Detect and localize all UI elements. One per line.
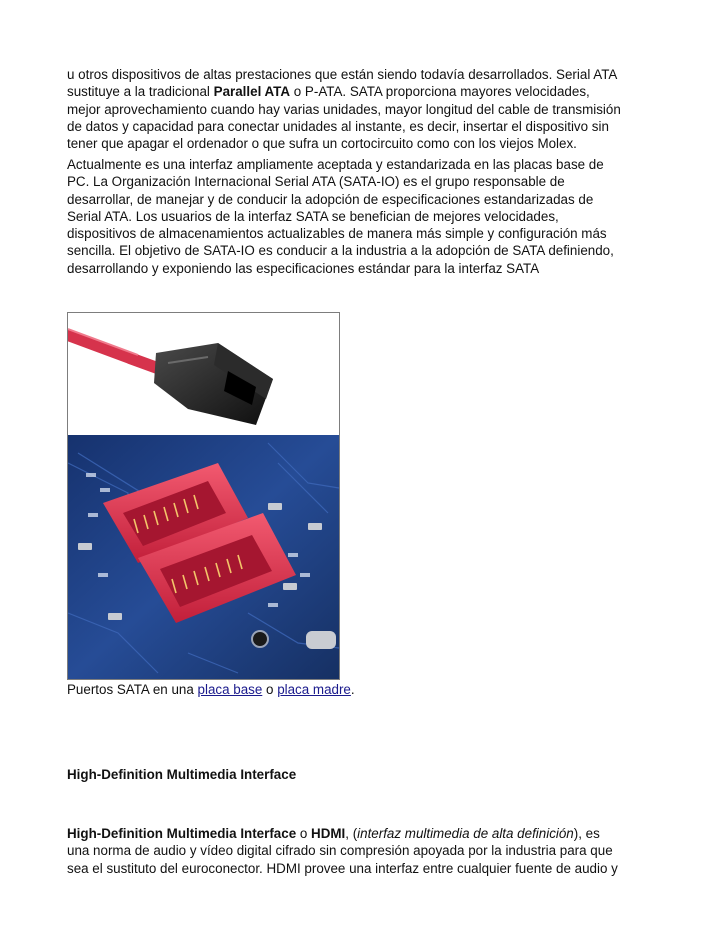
- paragraph-sata-io: [67, 156, 667, 277]
- link-placa-base[interactable]: placa base: [197, 682, 263, 697]
- text-line: desarrollar, de manejar y de conducir la adopción de especificaciones estandarizadas de: [67, 191, 594, 207]
- text-line: High-Definition Multimedia Interface o HDMI, (interfaz multimedia de alta definición), es: [67, 826, 600, 841]
- section-heading-hdmi: High-Definition Multimedia Interface: [67, 767, 297, 782]
- paragraph-hdmi: [67, 825, 667, 877]
- text-line: desarrollando y exponiendo las especificaciones estándar para la interfaz SATA: [67, 260, 540, 276]
- link-placa-madre[interactable]: placa madre: [277, 682, 351, 697]
- photo-caption: [67, 681, 667, 698]
- text-line: dispositivos de almacenamientos actualizables de manera más simple y configuración más: [67, 226, 607, 242]
- paragraph-sata-intro: [67, 66, 667, 152]
- text-line: sencilla. El objetivo de SATA-IO es conducir a la industria a la adopción de SATA definiendo,: [67, 243, 614, 259]
- text-line: PC. La Organización Internacional Serial ATA (SATA-IO) es el grupo responsable de: [67, 174, 565, 190]
- text-line: sustituye a la tradicional Parallel ATA o P-ATA. SATA proporciona mayores velocidades,: [67, 84, 590, 100]
- text-line: sea el sustituto del euroconector. HDMI provee una interfaz entre cualquier fuente de audio y: [67, 860, 618, 876]
- text-line: tener que apagar el ordenador o que sufra un cortocircuito como con los viejos Molex.: [67, 136, 577, 152]
- text-line: u otros dispositivos de altas prestaciones que están siendo todavía desarrollados. Serial ATA: [67, 67, 618, 82]
- text-line: de datos y capacidad para conectar unidades al instante, es decir, insertar el dispositivo sin: [67, 118, 609, 134]
- sata-ports-photo: [67, 312, 340, 680]
- text-line: mejor aprovechamiento cuando hay varias unidades, mayor longitud del cable de transmisión: [67, 101, 621, 117]
- italic-translation: interfaz multimedia de alta definición: [357, 826, 574, 841]
- bold-term-parallel-ata: Parallel ATA: [213, 84, 291, 100]
- text-line: Serial ATA. Los usuarios de la interfaz SATA se benefician de mejores velocidades,: [67, 208, 559, 224]
- bold-term-hdmi: HDMI: [311, 826, 346, 841]
- text-line: una norma de audio y vídeo digital cifrado sin compresión apoyada por la industria para que: [67, 843, 613, 859]
- bold-term-hdmi-full: High-Definition Multimedia Interface: [67, 826, 297, 841]
- text-line: Actualmente es una interfaz ampliamente aceptada y estandarizada en las placas base de: [67, 157, 604, 172]
- text-line: Puertos SATA en una placa base o placa madre.: [67, 682, 355, 697]
